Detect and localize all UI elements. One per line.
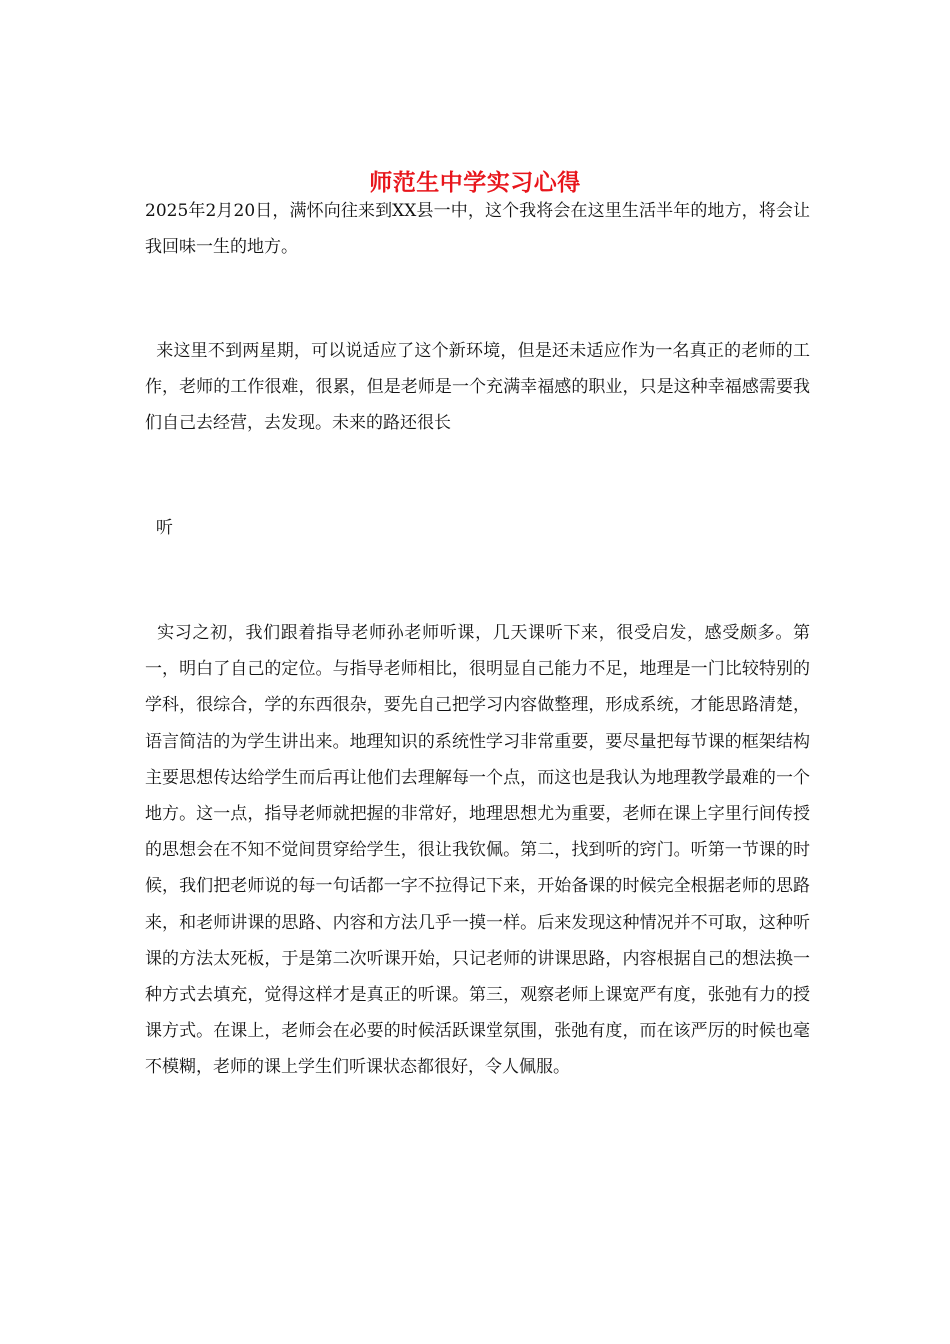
- paragraph-observation: 实习之初，我们跟着指导老师孙老师听课，几天课听下来，很受启发，感受颇多。第一，明白了自己的定位。与指导老师相比，很明显自己能力不足，地理是一门比较特别的学科，很综合，学的东西很杂，要先自己把学习内容做整理，形成系统，才能思路清楚，语言简洁的为学生讲出来。地理知识的系统性学习非常重要，要尽量把每节课的框架结构主要思想传达给学生而后再让他们去理解每一个点，而这也是我认为地理教学最难的一个地方。这一点，指导老师就把握的非常好，地理思想尤为重要，老师在课上字里行间传授的思想会在不知不觉间贯穿给学生，很让我钦佩。第二，找到听的窍门。听第一节课的时候，我们把老师说的每一句话都一字不拉得记下来，开始备课的时候完全根据老师的思路来，和老师讲课的思路、内容和方法几乎一摸一样。后来发现这种情况并不可取，这种听课的方法太死板，于是第二次听课开始，只记老师的讲课思路，内容根据自己的想法换一种方式去填充，觉得这样才是真正的听课。第三，观察老师上课宽严有度，张弛有力的授课方式。在课上，老师会在必要的时候活跃课堂氛围，张弛有度，而在该严厉的时候也毫不模糊，老师的课上学生们听课状态都很好，令人佩服。: [145, 623, 811, 1078]
- paragraph-arrival: 2025年2月20日，满怀向往来到XX县一中，这个我将会在这里生活半年的地方，将会让我回味一生的地方。: [145, 201, 810, 258]
- section-heading-listening: 听: [145, 518, 173, 538]
- paragraph-adaptation: 来这里不到两星期，可以说适应了这个新环境，但是还未适应作为一名真正的老师的工作，老师的工作很难，很累，但是老师是一个充满幸福感的职业，只是这种幸福感需要我们自己去经营，去发现。未来的路还很长: [145, 341, 811, 434]
- document-title: 师范生中学实习心得: [369, 169, 581, 197]
